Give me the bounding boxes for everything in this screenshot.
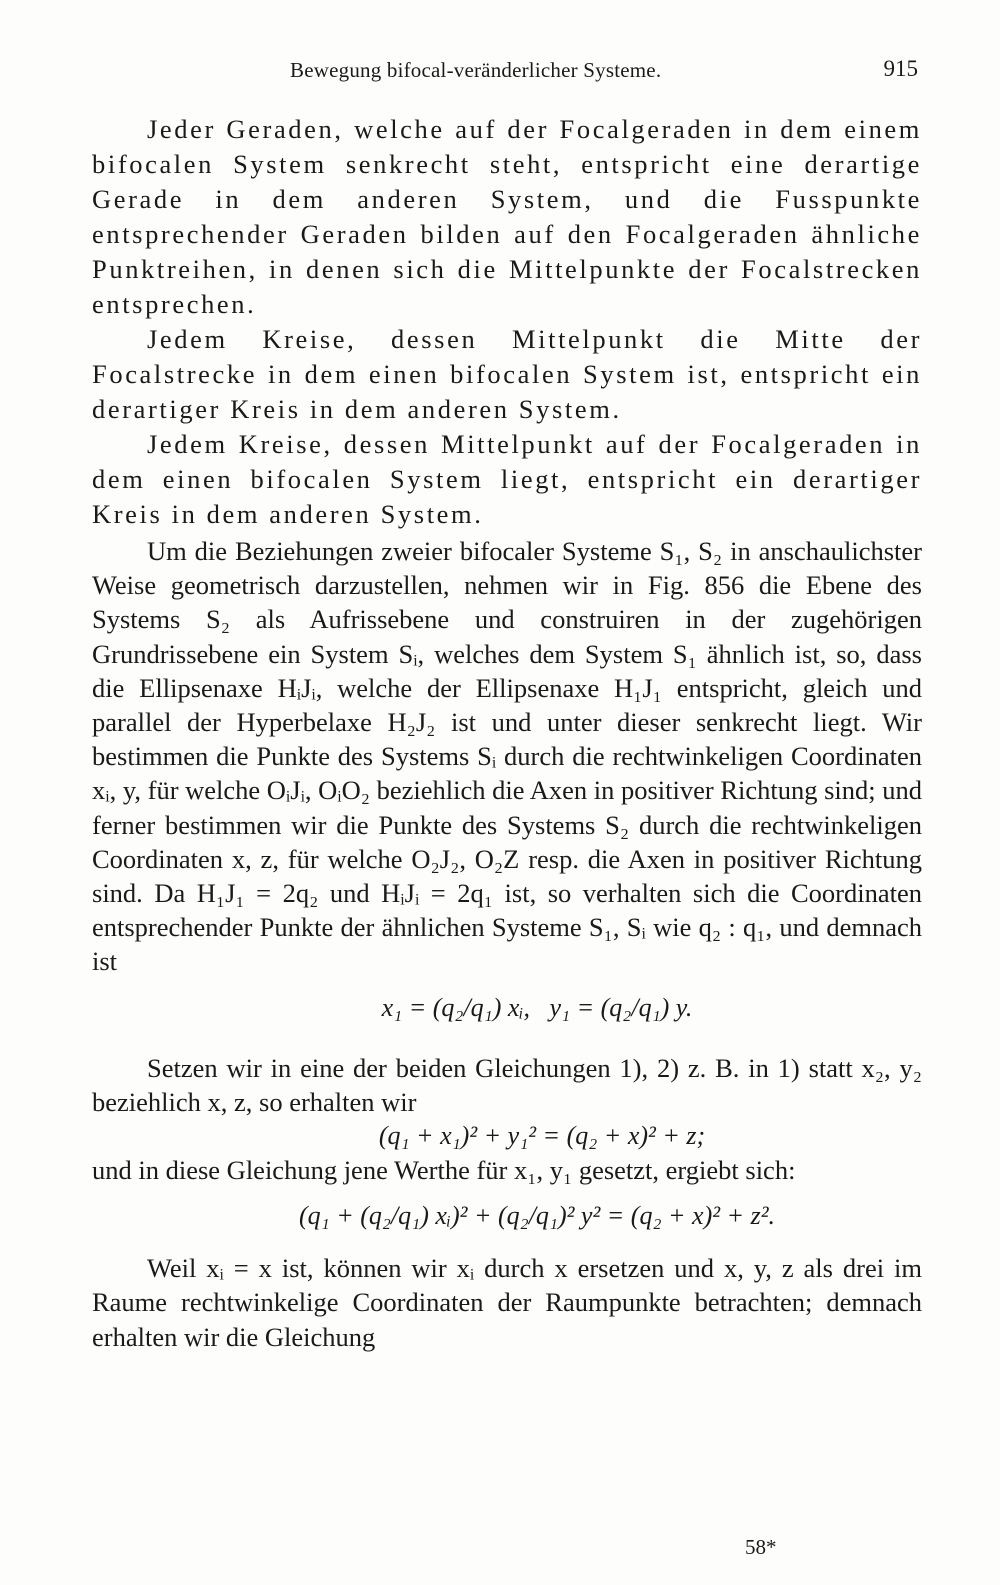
theorem-3: Jedem Kreise, dessen Mittelpunkt auf der Focalgeraden in dem einen bifocalen System liegt, entspricht ein derartiger Kreis in dem anderen System. — [92, 429, 922, 529]
equation-3: (q₁ + (q₂/q₁) xᵢ)² + (q₂/q₁)² y² = (q₂ + x)² + z². — [299, 1201, 775, 1231]
body-paragraph-3: und in diese Gleichung jene Werthe für x₁, y₁ gesetzt, ergiebt sich: — [92, 1155, 796, 1186]
page-number: 915 — [883, 56, 918, 81]
running-title: Bewegung bifocal-veränderlicher Systeme. — [290, 58, 662, 82]
equation-1: x₁ = (q₂/q₁) xᵢ, y₁ = (q₂/q₁) y. — [381, 992, 693, 1022]
signature-mark: 58* — [745, 1535, 777, 1559]
body-paragraph-1: Um die Beziehungen zweier bifocaler Systeme S₁, S₂ in anschaulichster Weise geometrisch darzustellen, nehmen wir in Fig. 856 die Ebene des Systems S₂ als Aufrissebene und construiren in der zugehörigen Grundrissebene ein System Sᵢ, welches dem System S₁ ähnlich ist, so, dass die Ellipsenaxe HᵢJᵢ, welche der Ellipsenaxe H₁J₁ entspricht, gleich und parallel der Hyperbelaxe H₂J₂ ist und unter dieser senkrecht liegt. Wir bestimmen die Punkte des Systems Sᵢ durch die rechtwinkeligen Coordinaten xᵢ, y, für welche OᵢJᵢ, OᵢO₂ beziehlich die Axen in positiver Richtung sind; und ferner bestimmen wir die Punkte des Systems S₂ durch die rechtwinkeligen Coordinaten x, z, für welche O₂J₂, O₂Z resp. die Axen in positiver Richtung sind. Da H₁J₁ = 2q₂ und HᵢJᵢ = 2q₁ ist, so verhalten sich die Coordinaten entsprechender Punkte der ähnlichen Systeme S₁, Sᵢ wie q₂ : q₁, und demnach ist — [92, 536, 923, 977]
body-paragraph-4: Weil xᵢ = x ist, können wir xᵢ durch x ersetzen und x, y, z als drei im Raume rechtwinkelige Coordinaten der Raumpunkte betrachten; demnach erhalten wir die Gleichung — [92, 1253, 922, 1352]
equation-2: (q₁ + x₁)² + y₁² = (q₂ + x)² + z; — [378, 1121, 706, 1151]
text-block — [92, 112, 922, 1354]
theorem-1: Jeder Geraden, welche auf der Focalgeraden in dem einem bifocalen System senkrecht steht, entspricht eine derartige Gerade in dem anderen System, und die Fusspunkte entsprechender Geraden bilden auf den Focalgeraden ähnliche Punktreihen, in denen sich die Mittelpunkte der Focalstrecken entsprechen. — [92, 114, 922, 319]
theorem-2: Jedem Kreise, dessen Mittelpunkt die Mitte der Focalstrecke in dem einen bifocalen System ist, entspricht ein derartiger Kreis in dem anderen System. — [92, 324, 922, 424]
body-paragraph-2: Setzen wir in eine der beiden Gleichungen 1), 2) z. B. in 1) statt x₂, y₂ beziehlich x, z, so erhalten wir — [92, 1052, 922, 1117]
